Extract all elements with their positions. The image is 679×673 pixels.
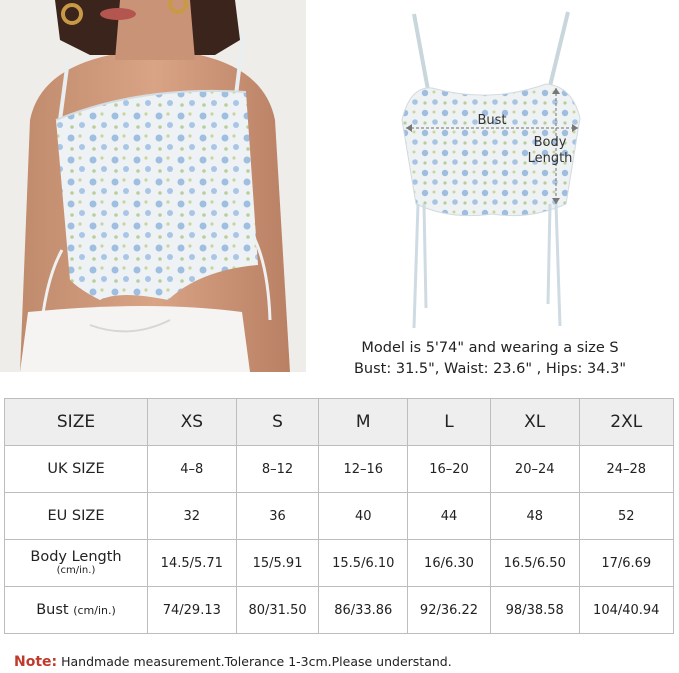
- table-cell: 32: [148, 493, 237, 540]
- table-cell: 24–28: [579, 446, 673, 493]
- size-header-cell: XL: [490, 399, 579, 446]
- table-cell: 4–8: [148, 446, 237, 493]
- table-cell: 80/31.50: [236, 587, 319, 634]
- product-image: [380, 8, 600, 338]
- row-label-unit: (cm/in.): [73, 604, 116, 617]
- table-cell: 98/38.58: [490, 587, 579, 634]
- table-cell: 44: [408, 493, 491, 540]
- size-chart-table: [4, 398, 674, 634]
- table-cell: 74/29.13: [148, 587, 237, 634]
- size-header-cell: XS: [148, 399, 237, 446]
- bust-label: Bust: [477, 113, 507, 128]
- table-cell: 40: [319, 493, 408, 540]
- table-cell: 86/33.86: [319, 587, 408, 634]
- body-length-label-line2: Length: [527, 151, 573, 166]
- size-header-row: [5, 399, 674, 446]
- table-cell: 16–20: [408, 446, 491, 493]
- table-cell: 16.5/6.50: [490, 540, 579, 587]
- table-row: [5, 540, 674, 587]
- table-cell: 15/5.91: [236, 540, 319, 587]
- note-text: Handmade measurement.Tolerance 1-3cm.Please understand.: [57, 654, 452, 669]
- row-label-unit: (cm/in.): [56, 565, 96, 576]
- row-label-eu-size: EU SIZE: [5, 493, 148, 540]
- table-row: [5, 587, 674, 634]
- size-header-cell: 2XL: [579, 399, 673, 446]
- table-cell: 92/36.22: [408, 587, 491, 634]
- body-length-label-line1: Body: [533, 135, 567, 150]
- table-cell: 8–12: [236, 446, 319, 493]
- table-cell: 12–16: [319, 446, 408, 493]
- row-label-bust: [5, 587, 148, 634]
- size-header-cell: L: [408, 399, 491, 446]
- measurement-note: [14, 654, 452, 670]
- size-header-label: SIZE: [5, 399, 148, 446]
- table-cell: 14.5/5.71: [148, 540, 237, 587]
- table-cell: 16/6.30: [408, 540, 491, 587]
- model-photo-illustration: [0, 0, 306, 372]
- table-cell: 52: [579, 493, 673, 540]
- size-header-cell: M: [319, 399, 408, 446]
- row-label-text: Body Length: [30, 549, 122, 565]
- table-row: [5, 493, 674, 540]
- note-label: Note:: [14, 654, 58, 670]
- row-label-text: Bust: [36, 602, 69, 618]
- model-info: [320, 338, 660, 380]
- model-info-line2: Bust: 31.5", Waist: 23.6" , Hips: 34.3": [353, 361, 627, 377]
- row-label-body-length: [5, 540, 148, 587]
- table-cell: 48: [490, 493, 579, 540]
- size-header-cell: S: [236, 399, 319, 446]
- table-cell: 15.5/6.10: [319, 540, 408, 587]
- table-cell: 36: [236, 493, 319, 540]
- row-label-uk-size: UK SIZE: [5, 446, 148, 493]
- model-info-line1: Model is 5'74" and wearing a size S: [361, 340, 619, 356]
- table-row: [5, 446, 674, 493]
- table-cell: 20–24: [490, 446, 579, 493]
- product-illustration: [380, 8, 600, 338]
- model-photo: [0, 0, 306, 372]
- table-cell: 17/6.69: [579, 540, 673, 587]
- table-cell: 104/40.94: [579, 587, 673, 634]
